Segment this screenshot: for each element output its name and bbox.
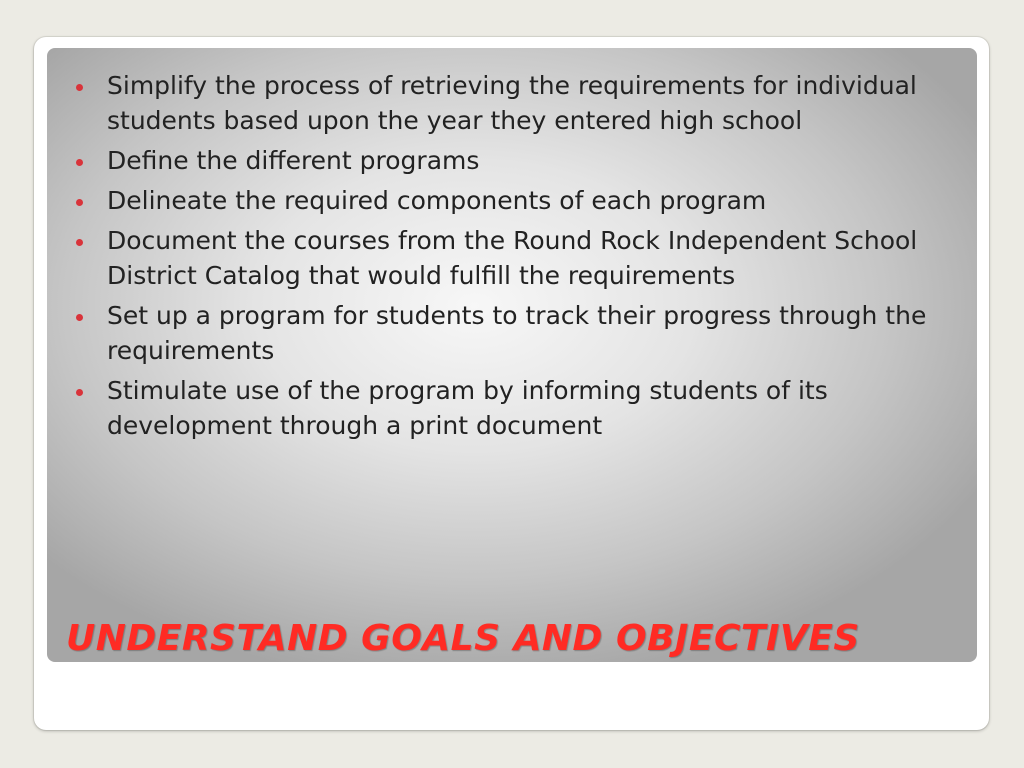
bullet-item — [107, 143, 967, 178]
bullet-list — [107, 68, 967, 448]
bullet-item — [107, 373, 967, 443]
bullet-dot-icon — [76, 159, 83, 166]
bullet-item — [107, 223, 967, 293]
bullet-text: Document the courses from the Round Rock Independent School District Catalog that would fulfill the requirements — [107, 226, 918, 290]
bullet-dot-icon — [76, 389, 83, 396]
bullet-text: Simplify the process of retrieving the requirements for individual students based upon the year they entered high school — [107, 71, 917, 135]
content-panel — [47, 48, 977, 662]
bullet-text: Define the different programs — [107, 146, 480, 175]
bullet-item — [107, 183, 967, 218]
bullet-dot-icon — [76, 239, 83, 246]
bullet-text: Stimulate use of the program by informing students of its development through a print document — [107, 376, 828, 440]
bullet-dot-icon — [76, 199, 83, 206]
slide-title: UNDERSTAND GOALS AND OBJECTIVES — [66, 618, 860, 659]
bullet-dot-icon — [76, 84, 83, 91]
bullet-dot-icon — [76, 314, 83, 321]
bullet-item — [107, 68, 967, 138]
bullet-text: Delineate the required components of each program — [107, 186, 767, 215]
bullet-text: Set up a program for students to track their progress through the requirements — [107, 301, 927, 365]
bullet-item — [107, 298, 967, 368]
